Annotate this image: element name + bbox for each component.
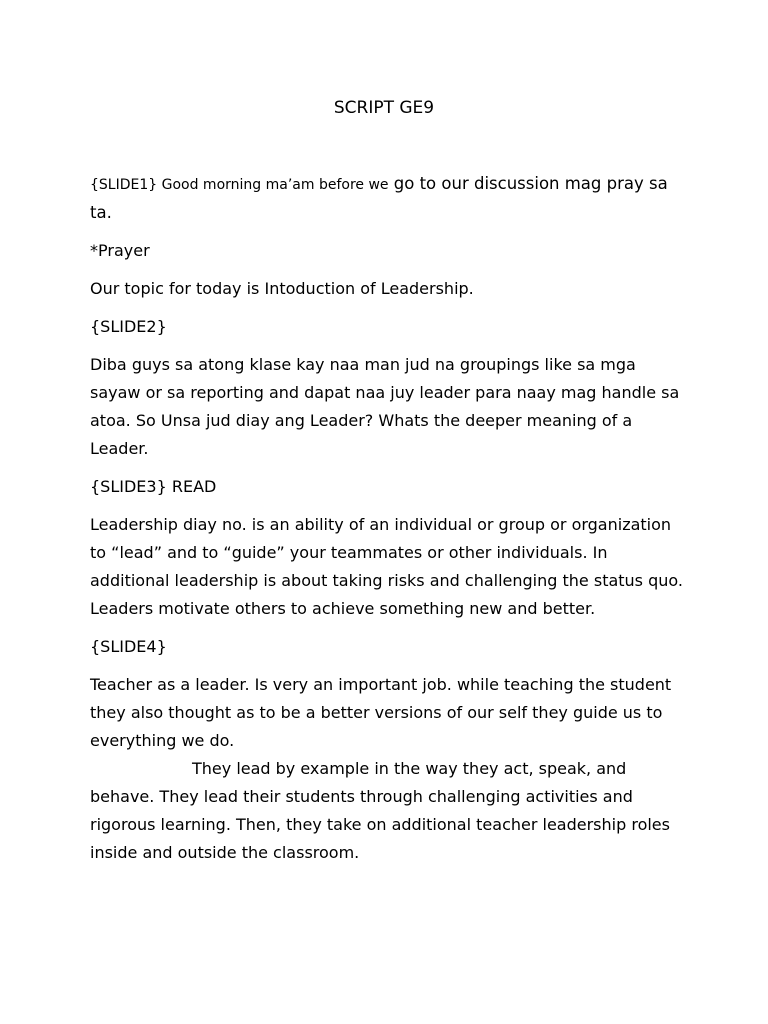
prayer-line: *Prayer	[90, 241, 150, 260]
slide1-greeting: {SLIDE1} Good morning ma’am before we	[90, 177, 389, 193]
slide1-paragraph	[90, 170, 690, 227]
slide2-paragraph: Diba guys sa atong klase kay naa man jud na groupings like sa mga sayaw or sa reporting and dapat naa juy leader para naay mag handle sa atoa. So Unsa jud diay ang Leader? Whats the deeper meaning of a Leader.	[90, 355, 680, 458]
slide2-heading: {SLIDE2}	[90, 317, 167, 336]
slide3-heading: {SLIDE3} READ	[90, 477, 217, 496]
slide4-paragraph: Teacher as a leader. Is very an important job. while teaching the student they also thought as to be a better versions of our self they guide us to everything we do.	[90, 675, 672, 750]
document-body	[90, 170, 690, 877]
topic-line: Our topic for today is Intoduction of Leadership.	[90, 279, 474, 298]
document-title: SCRIPT GE9	[333, 98, 435, 118]
slide4-heading: {SLIDE4}	[90, 637, 167, 656]
slide3-paragraph: Leadership diay no. is an ability of an individual or group or organization to “lead” and to “guide” your teammates or other individuals. In additional leadership is about taking risks and challenging the status quo. Leaders motivate others to achieve something new and better.	[90, 515, 683, 618]
slide1-continuation: go to our discussion mag pray sa ta.	[90, 174, 668, 222]
slide4-paragraph-2: They lead by example in the way they act, speak, and behave. They lead their students through challenging activities and rigorous learning. Then, they take on additional teacher leadership roles inside and outside the classroom.	[90, 759, 670, 862]
